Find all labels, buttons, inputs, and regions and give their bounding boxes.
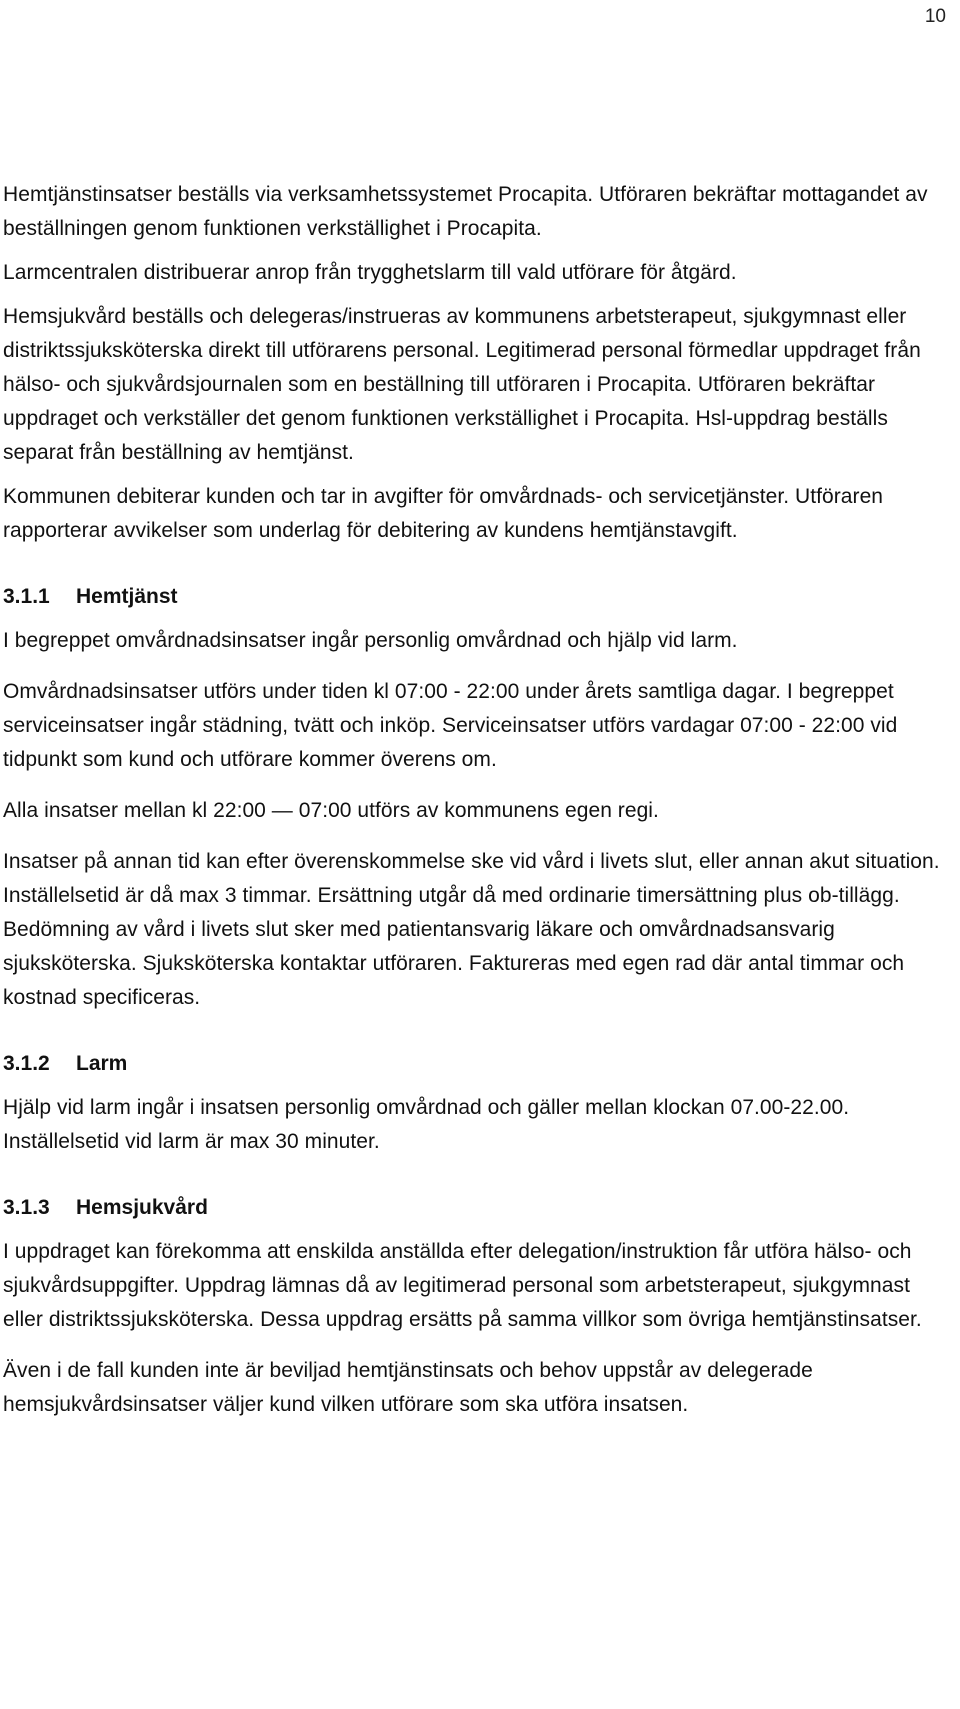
body-paragraph: I begreppet omvårdnadsinsatser ingår personlig omvårdnad och hjälp vid larm. (3, 629, 738, 652)
body-paragraph: I uppdraget kan förekomma att enskilda anställda efter delegation/instruktion får utföra hälso- och sjukvårdsuppgifter. Uppdrag lämnas då av legitimerad personal som arbetsterapeut, sjukgymnast eller distriktssjuksköterska. Dessa uppdrag ersätts på samma villkor som övriga hemtjänstinsatser. (3, 1240, 922, 1331)
section-heading-hemtjanst (3, 580, 953, 614)
section-number: 3.1.3 (3, 1196, 50, 1219)
intro-paragraph: Hemsjukvård beställs och delegeras/instrueras av kommunens arbetsterapeut, sjukgymnast eller distriktssjuksköterska direkt till utförarens personal. Legitimerad personal förmedlar uppdraget från hälso- och sjukvårdsjournalen som en beställning till utföraren i Procapita. Utföraren bekräftar uppdraget och verkställer det genom funktionen verkställighet i Procapita. Hsl-uppdrag beställs separat från beställning av hemtjänst. (3, 305, 921, 464)
section-title: Hemtjänst (76, 585, 178, 608)
body-paragraph: Även i de fall kunden inte är beviljad hemtjänstinsats och behov uppstår av delegerade hemsjukvårdsinsatser väljer kund vilken utförare som ska utföra insatsen. (3, 1359, 813, 1416)
body-paragraph: Omvårdnadsinsatser utförs under tiden kl 07:00 - 22:00 under årets samtliga dagar. I begreppet serviceinsatser ingår städning, tvätt och inköp. Serviceinsatser utförs vardagar 07:00 - 22:00 vid tidpunkt som kund och utförare kommer överens om. (3, 680, 898, 771)
body-paragraph: Insatser på annan tid kan efter överenskommelse ske vid vård i livets slut, eller annan akut situation. Inställelsetid är då max 3 timmar. Ersättning utgår då med ordinarie timersättning plus ob-tillägg. Bedömning av vård i livets slut sker med patientansvarig läkare och omvårdnadsansvarig sjuksköterska. Sjuksköterska kontaktar utföraren. Faktureras med egen rad där antal timmar och kostnad specificeras. (3, 850, 940, 1009)
body-paragraph: Hjälp vid larm ingår i insatsen personlig omvårdnad och gäller mellan klockan 07.00-22.00. Inställelsetid vid larm är max 30 minuter. (3, 1096, 850, 1153)
body-paragraph: Alla insatser mellan kl 22:00 — 07:00 utförs av kommunens egen regi. (3, 799, 659, 822)
intro-paragraph: Hemtjänstinsatser beställs via verksamhetssystemet Procapita. Utföraren bekräftar mottagandet av beställningen genom funktionen verkställighet i Procapita. (3, 183, 928, 240)
document-body (3, 178, 953, 1422)
section-title: Larm (76, 1052, 128, 1075)
section-title: Hemsjukvård (76, 1196, 208, 1219)
intro-paragraph: Kommunen debiterar kunden och tar in avgifter för omvårdnads- och servicetjänster. Utföraren rapporterar avvikelser som underlag för debitering av kundens hemtjänstavgift. (3, 485, 884, 542)
section-number: 3.1.1 (3, 585, 50, 608)
section-heading-hemsjukvard (3, 1191, 953, 1225)
section-number: 3.1.2 (3, 1052, 50, 1075)
section-heading-larm (3, 1047, 953, 1081)
page-number: 10 (924, 6, 946, 27)
intro-paragraph: Larmcentralen distribuerar anrop från trygghetslarm till vald utförare för åtgärd. (3, 261, 737, 284)
